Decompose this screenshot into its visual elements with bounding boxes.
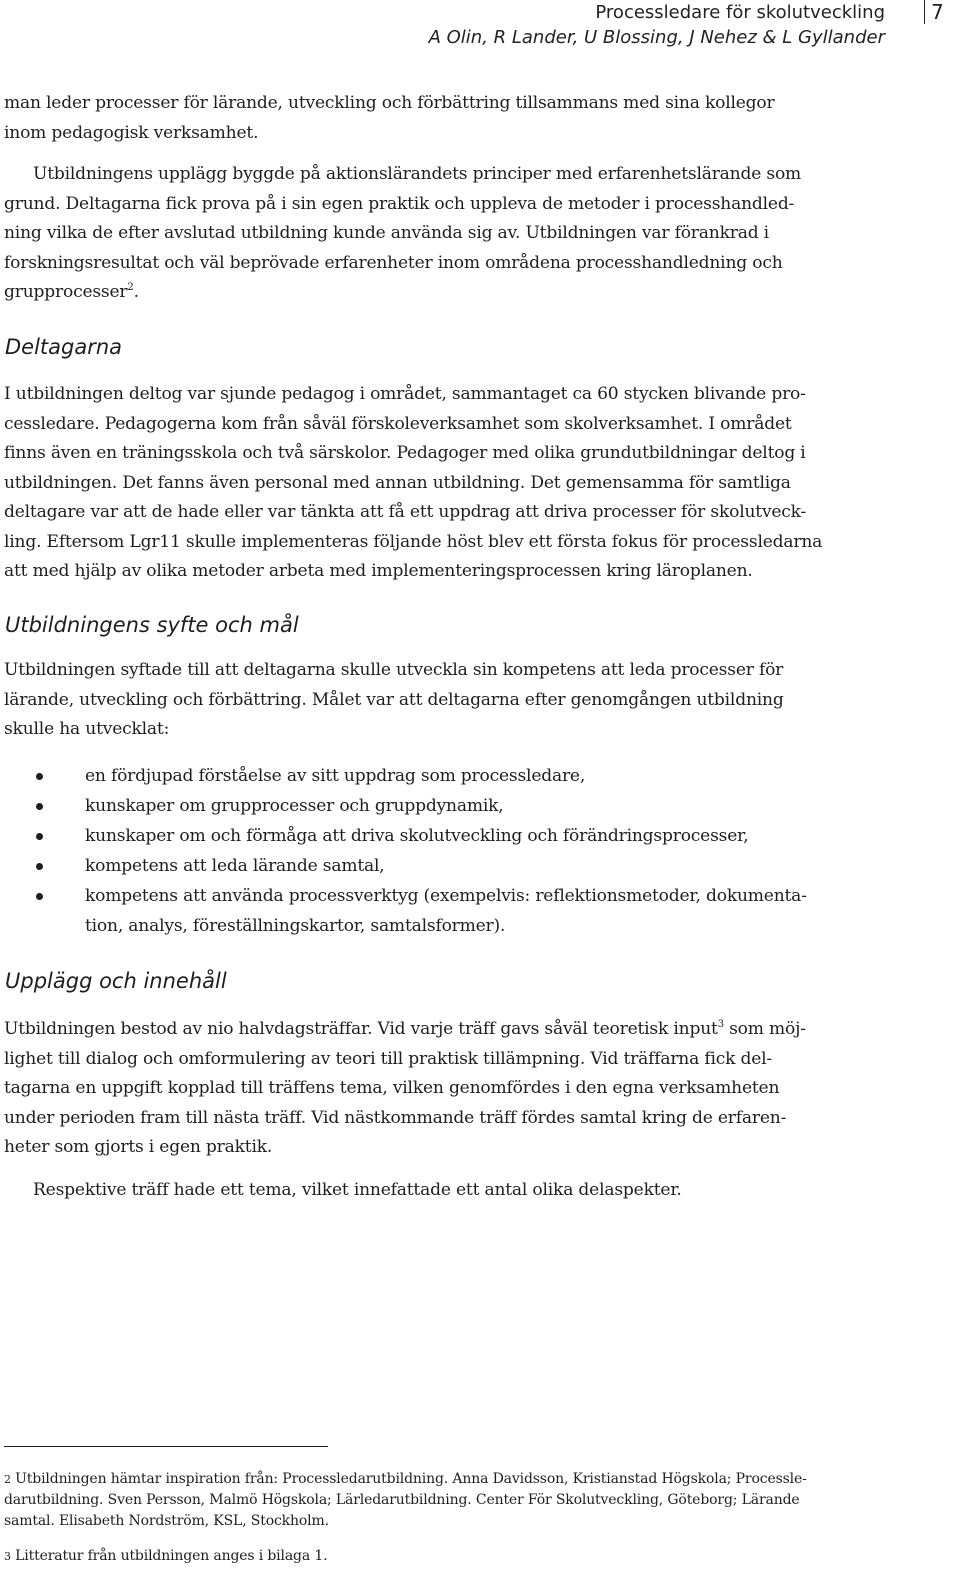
text-fragment: Utbildningen bestod av nio halvdagsträffar. Vid varje träff gavs såväl teoretisk input bbox=[4, 1019, 718, 1039]
list-item bbox=[0, 791, 960, 821]
text-fragment: Utbildningen hämtar inspiration från: Processledarutbildning. Anna Davidsson, Kristianstad Högskola; Processle- bbox=[10, 1471, 807, 1487]
structure-paragraph bbox=[4, 1015, 954, 1163]
list-item bbox=[0, 881, 960, 941]
header-divider bbox=[924, 0, 925, 24]
page-number: 7 bbox=[931, 0, 944, 24]
text-line: cessledare. Pedagogerna kom från såväl förskoleverksamhet som skolverksamhet. I området bbox=[4, 413, 792, 434]
text-line: finns även en träningsskola och två särskolor. Pedagoger med olika grundutbildningar deltog i bbox=[4, 443, 806, 463]
footnote-number: 3 bbox=[4, 1550, 11, 1563]
text-line: inom pedagogisk verksamhet. bbox=[4, 122, 259, 143]
purpose-paragraph bbox=[4, 656, 954, 745]
text-line: kompetens att använda processverktyg (exempelvis: reflektionsmetoder, dokumenta- bbox=[85, 886, 807, 906]
participants-paragraph bbox=[4, 380, 954, 587]
text-line: man leder processer för lärande, utveckling och förbättring tillsammans med sina kollegor bbox=[4, 93, 775, 113]
text-line: skulle ha utvecklat: bbox=[4, 719, 170, 739]
text-line bbox=[4, 1469, 954, 1490]
text-line: Utbildningens upplägg byggde på aktionslärandets principer med erfarenhetslärande som bbox=[33, 164, 802, 184]
text-line: under perioden fram till nästa träff. Vid nästkommande träff fördes samtal kring de erfaren- bbox=[4, 1107, 787, 1128]
section-heading-syfte: Utbildningens syfte och mål bbox=[5, 613, 299, 637]
list-item bbox=[0, 851, 960, 881]
text-line: utbildningen. Det fanns även personal med annan utbildning. Det gemensamma för samtliga bbox=[4, 472, 791, 493]
text-line: darutbildning. Sven Persson, Malmö Högskola; Lärledarutbildning. Center För Skolutveckling, Göteborg; Lärande bbox=[4, 1492, 800, 1508]
bullet-icon bbox=[36, 863, 43, 870]
text-line: Utbildningen syftade till att deltagarna skulle utveckla sin kompetens att leda processer för bbox=[4, 660, 784, 680]
text-fragment: Litteratur från utbildningen anges i bilaga 1. bbox=[10, 1548, 328, 1564]
bullet-icon bbox=[36, 803, 43, 810]
bullet-icon bbox=[36, 773, 43, 780]
text-line bbox=[4, 278, 954, 308]
text-line bbox=[4, 1015, 954, 1045]
list-item-text: en fördjupad förståelse av sitt uppdrag som processledare, bbox=[85, 766, 586, 786]
footnote-2 bbox=[4, 1469, 954, 1532]
list-item-text: kompetens att leda lärande samtal, bbox=[85, 856, 385, 876]
list-item bbox=[0, 761, 960, 791]
section-heading-upplagg: Upplägg och innehåll bbox=[5, 969, 227, 993]
footnote-divider bbox=[4, 1446, 328, 1447]
bullet-icon bbox=[36, 833, 43, 840]
goals-list bbox=[0, 761, 960, 941]
text-line: att med hjälp av olika metoder arbeta med implementeringsprocessen kring läroplanen. bbox=[4, 561, 753, 581]
footnote-ref-3: 3 bbox=[717, 1019, 724, 1030]
text-fragment: grupprocesser bbox=[4, 282, 128, 302]
text-line: grund. Deltagarna fick prova på i sin egen praktik och uppleva de metoder i processhandled- bbox=[4, 193, 795, 214]
footnote-3 bbox=[4, 1546, 954, 1567]
text-line: heter som gjorts i egen praktik. bbox=[4, 1137, 273, 1157]
text-line: lärande, utveckling och förbättring. Målet var att deltagarna efter genomgången utbildning bbox=[4, 689, 784, 710]
text-fragment: . bbox=[133, 282, 139, 302]
text-line: tagarna en uppgift kopplad till träffens tema, vilken genomfördes i den egna verksamheten bbox=[4, 1078, 780, 1098]
intro-paragraph bbox=[4, 89, 954, 148]
bullet-icon bbox=[36, 893, 43, 900]
text-line: samtal. Elisabeth Nordström, KSL, Stockholm. bbox=[4, 1513, 329, 1529]
footnote-number: 2 bbox=[4, 1473, 11, 1486]
text-line: deltagare var att de hade eller var tänkta att få ett uppdrag att driva processer för skolutveck- bbox=[4, 502, 807, 522]
text-line: ning vilka de efter avslutad utbildning kunde använda sig av. Utbildningen var förankrad i bbox=[4, 223, 769, 243]
text-line bbox=[4, 1546, 954, 1567]
closing-paragraph bbox=[4, 1176, 960, 1206]
text-line: tion, analys, föreställningskartor, samtalsformer). bbox=[85, 916, 506, 936]
approach-paragraph bbox=[4, 160, 954, 308]
footnote-ref-2: 2 bbox=[127, 282, 134, 293]
list-item bbox=[0, 821, 960, 851]
text-fragment: som möj- bbox=[723, 1019, 806, 1039]
list-item-text: kunskaper om grupprocesser och gruppdynamik, bbox=[85, 796, 504, 816]
text-line: forskningsresultat och väl beprövade erfarenheter inom områdena processhandledning och bbox=[4, 252, 783, 273]
running-header-authors: A Olin, R Lander, U Blossing, J Nehez & L Gyllander bbox=[428, 27, 885, 48]
text-line: lighet till dialog och omformulering av teori till praktisk tillämpning. Vid träffarna fick del- bbox=[4, 1048, 772, 1069]
text-line: ling. Eftersom Lgr11 skulle implementeras följande höst blev ett första fokus för processledarna bbox=[4, 531, 823, 552]
text-line: Respektive träff hade ett tema, vilket innefattade ett antal olika delaspekter. bbox=[33, 1180, 682, 1200]
list-item-text: kunskaper om och förmåga att driva skolutveckling och förändringsprocesser, bbox=[85, 826, 749, 846]
section-heading-deltagarna: Deltagarna bbox=[5, 335, 123, 359]
running-header-title: Processledare för skolutveckling bbox=[595, 2, 885, 23]
list-item-text bbox=[85, 881, 960, 941]
text-line: I utbildningen deltog var sjunde pedagog i området, sammantaget ca 60 stycken blivande pro- bbox=[4, 384, 806, 404]
